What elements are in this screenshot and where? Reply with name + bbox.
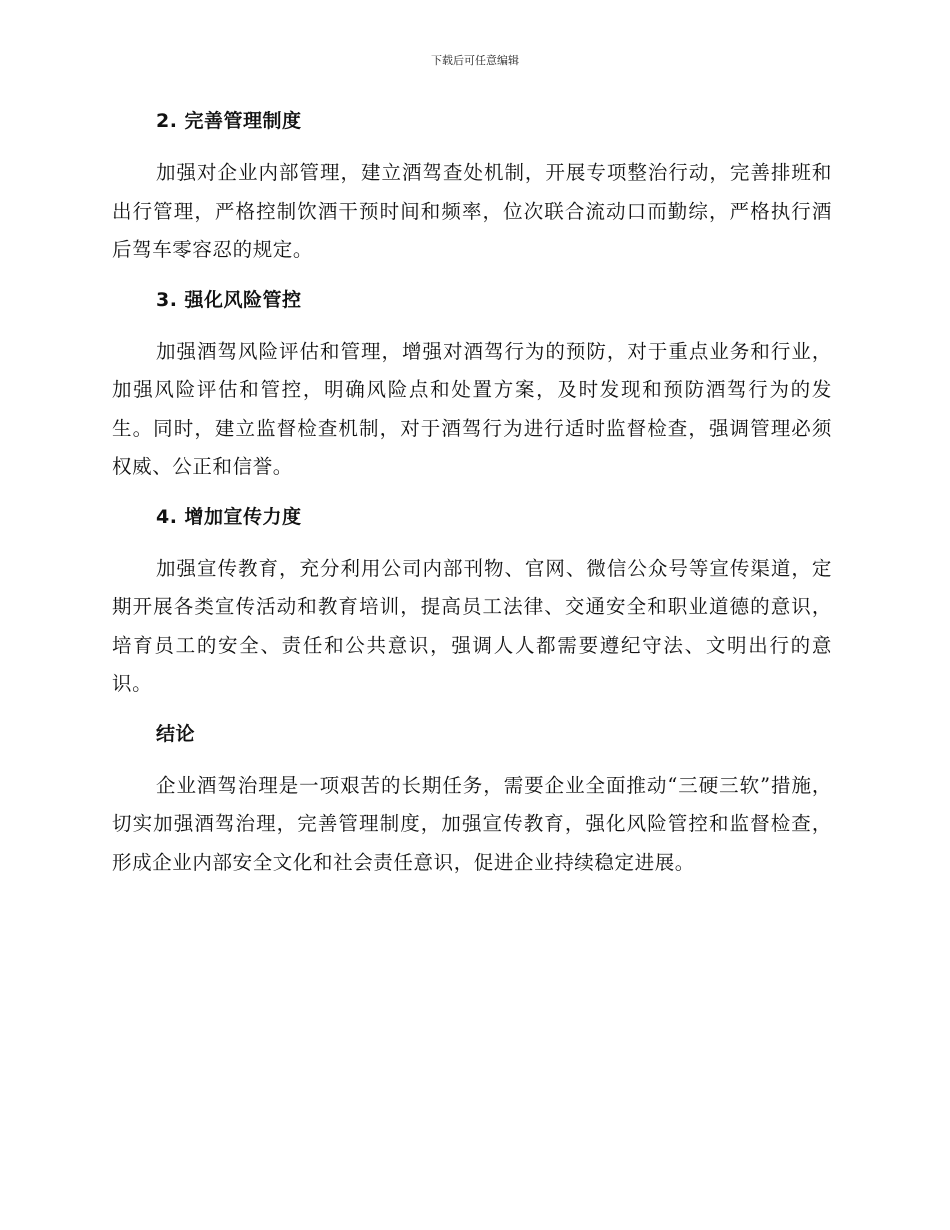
section-paragraph-management: 加强对企业内部管理，建立酒驾查处机制，开展专项整治行动，完善排班和出行管理，严格控制饮酒干预时间和频率，位次联合流动口而勤综，严格执行酒后驾车零容忍的规定。 xyxy=(112,161,832,261)
section-heading-management: 2. 完善管理制度 xyxy=(156,110,302,132)
header-note: 下载后可任意编辑 xyxy=(431,54,519,67)
section-paragraph-risk-control: 加强酒驾风险评估和管理，增强对酒驾行为的预防，对于重点业务和行业，加强风险评估和管控，明确风险点和处置方案，及时发现和预防酒驾行为的发生。同时，建立监督检查机制，对于酒驾行为进行适时监督检查，强调管理必须权威、公正和信誉。 xyxy=(112,339,832,478)
section-heading-risk-control: 3. 强化风险管控 xyxy=(156,288,302,311)
section-heading-publicity: 4. 增加宣传力度 xyxy=(156,505,302,528)
document-body xyxy=(112,108,832,899)
section-paragraph-conclusion: 企业酒驾治理是一项艰苦的长期任务，需要企业全面推动“三硬三软”措施，切实加强酒驾治理，完善管理制度，加强宣传教育，强化风险管控和监督检查，形成企业内部安全文化和社会责任意识，促进企业持续稳定进展。 xyxy=(112,773,832,874)
section-paragraph-publicity: 加强宣传教育，充分利用公司内部刊物、官网、微信公众号等宣传渠道，定期开展各类宣传活动和教育培训，提高员工法律、交通安全和职业道德的意识，培育员工的安全、责任和公共意识，强调人人都需要遵纪守法、文明出行的意识。 xyxy=(112,556,832,695)
section-heading-conclusion: 结论 xyxy=(156,722,196,745)
